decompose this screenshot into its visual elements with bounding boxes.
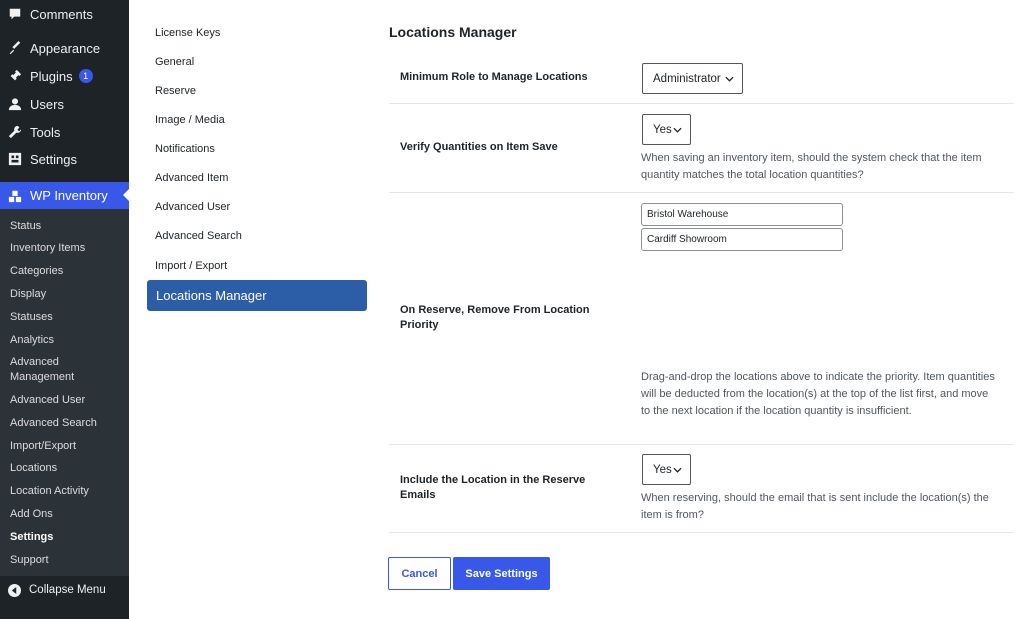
submenu-item-advanced-management[interactable]: Advanced Management [10, 356, 75, 383]
min-role-select[interactable] [642, 63, 743, 94]
settings-nav-advanced-user[interactable]: Advanced User [155, 201, 231, 213]
tools-icon [8, 125, 22, 139]
settings-nav-import-export[interactable]: Import / Export [155, 260, 228, 272]
menu-item-label: WP Inventory [30, 188, 108, 203]
menu-item-label: Appearance [30, 40, 101, 56]
include-location-label: Include the Location in the Reserve Emails [400, 474, 586, 501]
cancel-button[interactable]: Cancel [388, 557, 451, 590]
page-title: Locations Manager [389, 24, 517, 40]
menu-item-wp-inventory[interactable] [0, 182, 129, 209]
submenu-item-import-export[interactable]: Import/Export [10, 440, 77, 452]
admin-sidebar [0, 0, 129, 619]
verify-qty-label: Verify Quantities on Item Save [400, 141, 558, 153]
include-location-value: Yes [653, 463, 672, 476]
settings-nav-reserve[interactable]: Reserve [155, 85, 196, 97]
row-divider [389, 103, 1014, 104]
inventory-icon [8, 189, 22, 203]
settings-nav-general[interactable]: General [155, 56, 195, 68]
menu-item-label: Users [30, 96, 64, 112]
collapse-menu-button[interactable] [0, 578, 129, 602]
include-location-select[interactable] [642, 454, 691, 485]
settings-nav-image-media[interactable]: Image / Media [155, 114, 225, 126]
submenu-item-advanced-search[interactable]: Advanced Search [10, 417, 97, 429]
appearance-icon [8, 41, 22, 55]
settings-nav-notifications[interactable]: Notifications [155, 143, 215, 155]
row-divider [389, 192, 1014, 193]
submenu-item-statuses[interactable]: Statuses [10, 311, 53, 323]
row-divider [389, 532, 1014, 533]
location-item-draggable[interactable]: Bristol Warehouse [641, 203, 843, 226]
submenu-item-add-ons[interactable]: Add Ons [10, 508, 53, 520]
collapse-arrow-icon [8, 584, 21, 597]
chevron-down-icon [725, 76, 734, 82]
menu-item-tools[interactable] [0, 118, 129, 146]
settings-nav-advanced-item[interactable]: Advanced Item [155, 172, 229, 184]
submenu-item-status[interactable]: Status [10, 220, 42, 232]
submenu-item-categories[interactable]: Categories [10, 265, 64, 277]
submenu-item-advanced-user[interactable]: Advanced User [10, 394, 86, 406]
menu-item-plugins[interactable] [0, 62, 129, 90]
row-divider [389, 444, 1014, 445]
location-item-draggable[interactable]: Cardiff Showroom [641, 228, 843, 251]
save-settings-button[interactable]: Save Settings [453, 557, 550, 590]
include-location-description: When reserving, should the email that is sent include the location(s) the item is from? [641, 492, 989, 521]
menu-item-settings[interactable] [0, 145, 129, 173]
collapse-menu-label: Collapse Menu [29, 584, 106, 596]
menu-item-label: Tools [30, 124, 61, 140]
menu-item-users[interactable] [0, 90, 129, 118]
verify-qty-select[interactable] [642, 114, 691, 145]
settings-nav-locations-manager[interactable]: Locations Manager [147, 280, 367, 311]
submenu-item-location-activity[interactable]: Location Activity [10, 485, 89, 497]
inventory-submenu [0, 209, 129, 576]
reserve-priority-description: Drag-and-drop the locations above to indicate the priority. Item quantities will be deducted from the location(s) at the top of the list first, and move to the next location if the location quantity is insufficient. [641, 371, 995, 417]
chevron-down-icon [673, 127, 682, 133]
update-count-badge: 1 [79, 69, 93, 83]
menu-item-label: Plugins [30, 68, 73, 84]
min-role-value: Administrator [653, 72, 721, 85]
submenu-item-support[interactable]: Support [10, 554, 49, 566]
menu-item-comments[interactable] [0, 0, 129, 28]
verify-qty-description: When saving an inventory item, should the system check that the item quantity matches the total location quantities? [641, 152, 982, 181]
settings-nav-advanced-search[interactable]: Advanced Search [155, 230, 242, 242]
min-role-label: Minimum Role to Manage Locations [400, 71, 588, 83]
comments-icon [8, 7, 22, 21]
verify-qty-value: Yes [653, 123, 672, 136]
submenu-item-locations[interactable]: Locations [10, 462, 58, 474]
submenu-item-settings[interactable]: Settings [10, 531, 54, 543]
submenu-item-inventory-items[interactable]: Inventory Items [10, 242, 86, 254]
submenu-item-display[interactable]: Display [10, 288, 47, 300]
settings-nav-license-keys[interactable]: License Keys [155, 27, 221, 39]
menu-item-label: Comments [30, 6, 93, 22]
chevron-down-icon [673, 467, 682, 473]
settings-icon [8, 152, 22, 166]
users-icon [8, 97, 22, 111]
submenu-item-analytics[interactable]: Analytics [10, 334, 55, 346]
menu-item-label: Settings [30, 151, 77, 167]
menu-item-appearance[interactable] [0, 34, 129, 62]
reserve-priority-label: On Reserve, Remove From Location Priority [400, 304, 590, 331]
plugins-icon [8, 69, 22, 83]
